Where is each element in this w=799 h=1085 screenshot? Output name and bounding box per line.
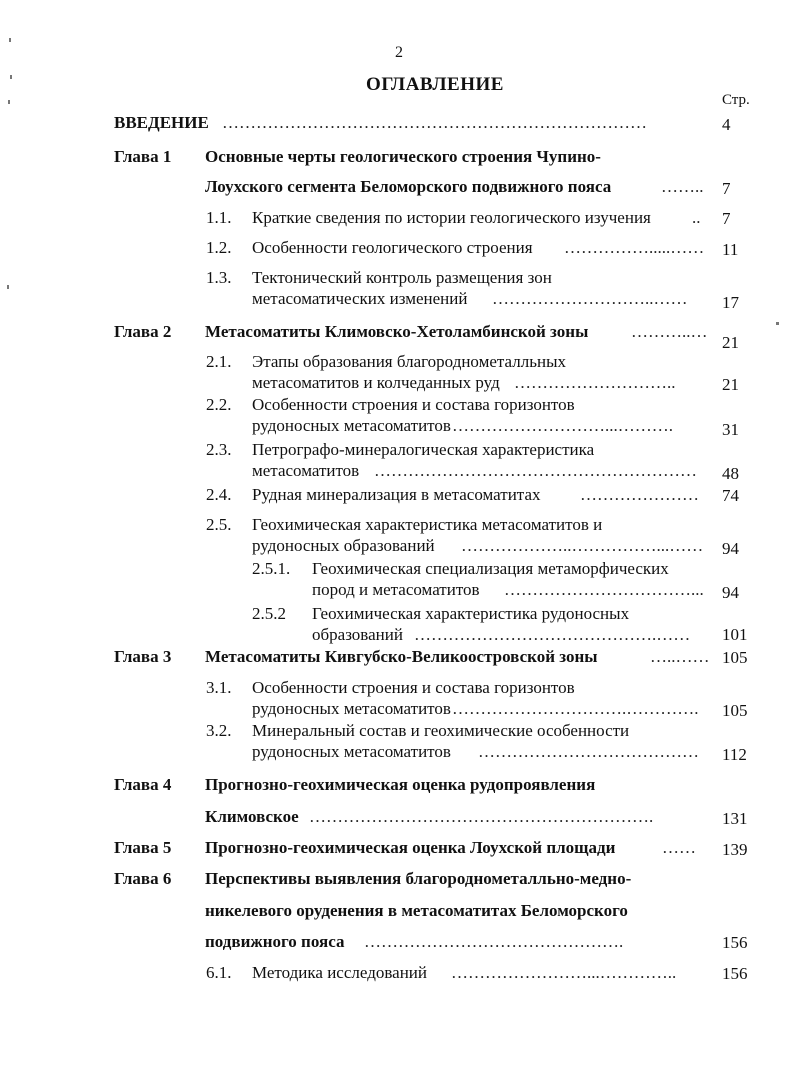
section-number: 3.2. bbox=[206, 721, 232, 740]
entry-title-line-2: Лоухского сегмента Беломорского подвижного пояса bbox=[205, 177, 612, 196]
leader-dots: ………………………………………………… bbox=[374, 461, 697, 480]
entry-title-line-2: Климовское bbox=[205, 807, 299, 826]
section-number: 2.1. bbox=[206, 352, 232, 371]
scan-speck bbox=[8, 100, 10, 104]
entry-title-line-2: рудоносных образований bbox=[252, 536, 435, 555]
section-number: 2.3. bbox=[206, 440, 232, 459]
entry-page: 48 bbox=[722, 464, 739, 483]
entry-title-line-1: Петрографо-минералогическая характеристика bbox=[252, 440, 595, 459]
leader-dots: …… bbox=[662, 838, 696, 857]
entry-page: 21 bbox=[722, 333, 739, 352]
entry-title: Прогнозно-геохимическая оценка Лоухской площади bbox=[205, 838, 616, 857]
chapter-label: Глава 1 bbox=[114, 147, 172, 166]
entry-title-line-2: метасоматических изменений bbox=[252, 289, 468, 308]
leader-dots: ………………………..…… bbox=[492, 289, 688, 308]
page-number: 2 bbox=[395, 44, 403, 61]
chapter-label: Глава 3 bbox=[114, 647, 172, 666]
section-number: 1.3. bbox=[206, 268, 232, 287]
entry-title-line-1: Тектонический контроль размещения зон bbox=[252, 268, 552, 287]
leader-dots: ………………… bbox=[580, 485, 699, 504]
entry-title-line-1: Перспективы выявления благороднометалльно-медно- bbox=[205, 869, 632, 888]
leader-dots: ………………………………………. bbox=[364, 932, 624, 951]
leader-dots: ……………………………... bbox=[504, 580, 704, 599]
entry-page: 21 bbox=[722, 375, 739, 394]
section-number: 1.1. bbox=[206, 208, 232, 227]
entry-title-line-1: Этапы образования благороднометалльных bbox=[252, 352, 566, 371]
entry-title-line-2: никелевого оруденения в метасоматитах Беломорского bbox=[205, 901, 628, 920]
leader-dots: ………………………….…………. bbox=[452, 699, 699, 718]
leader-dots: ………………………………………………………………… bbox=[222, 113, 647, 132]
leader-dots: ………..… bbox=[631, 322, 708, 341]
entry-title: Метасоматиты Кивгубско-Великоостровской зоны bbox=[205, 647, 598, 666]
chapter-label: Глава 5 bbox=[114, 838, 172, 857]
section-number: 2.4. bbox=[206, 485, 232, 504]
entry-title: Краткие сведения по истории геологического изучения bbox=[252, 208, 651, 227]
entry-title: ВВЕДЕНИЕ bbox=[114, 113, 209, 132]
leader-dots: ………………..……………...…… bbox=[461, 536, 704, 555]
toc-title: ОГЛАВЛЕНИЕ bbox=[366, 74, 504, 95]
scan-speck bbox=[9, 38, 11, 42]
entry-title-line-1: Геохимическая характеристика метасоматитов и bbox=[252, 515, 603, 534]
chapter-label: Глава 6 bbox=[114, 869, 172, 888]
leader-dots: …..…… bbox=[650, 647, 710, 666]
section-number: 2.2. bbox=[206, 395, 232, 414]
entry-page: 105 bbox=[722, 648, 748, 667]
entry-title-line-1: Геохимическая характеристика рудоносных bbox=[312, 604, 630, 623]
entry-title-line-1: Основные черты геологического строения Чупино- bbox=[205, 147, 601, 166]
entry-title-line-1: Особенности строения и состава горизонтов bbox=[252, 678, 575, 697]
entry-page: 31 bbox=[722, 420, 739, 439]
entry-page: 105 bbox=[722, 701, 748, 720]
entry-page: 4 bbox=[722, 115, 731, 134]
entry-title-line-2: рудоносных метасоматитов bbox=[252, 742, 451, 761]
entry-page: 101 bbox=[722, 625, 748, 644]
section-number: 2.5.2 bbox=[252, 604, 286, 623]
entry-title-line-2: рудоносных метасоматитов bbox=[252, 416, 451, 435]
entry-page: 156 bbox=[722, 964, 748, 983]
leader-dots: ……………………………………………………. bbox=[309, 807, 654, 826]
entry-page: 131 bbox=[722, 809, 748, 828]
entry-title: Метасоматиты Климовско-Хетоламбинской зоны bbox=[205, 322, 589, 341]
entry-title-line-2: рудоносных метасоматитов bbox=[252, 699, 451, 718]
entry-title: Особенности геологического строения bbox=[252, 238, 533, 257]
entry-title: Рудная минерализация в метасоматитах bbox=[252, 485, 541, 504]
leader-dots: ………………………...………. bbox=[452, 416, 673, 435]
entry-page: 74 bbox=[722, 486, 739, 505]
entry-page: 94 bbox=[722, 539, 739, 558]
entry-page: 139 bbox=[722, 840, 748, 859]
leader-dots: …………….....…… bbox=[564, 238, 705, 257]
scan-speck bbox=[10, 75, 12, 79]
entry-title-line-2: пород и метасоматитов bbox=[312, 580, 480, 599]
entry-title-line-1: Минеральный состав и геохимические особенности bbox=[252, 721, 630, 740]
leader-dots: ……………………….. bbox=[514, 373, 676, 392]
leader-dots: ………………………………… bbox=[478, 742, 699, 761]
section-number: 6.1. bbox=[206, 963, 232, 982]
section-number: 1.2. bbox=[206, 238, 232, 257]
entry-page: 7 bbox=[722, 179, 731, 198]
pages-column-label: Стр. bbox=[722, 92, 750, 108]
entry-title-line-1: Прогнозно-геохимическая оценка рудопроявления bbox=[205, 775, 596, 794]
leader-dots: …….. bbox=[661, 177, 704, 196]
scan-speck bbox=[7, 285, 9, 289]
entry-title-line-2: метасоматитов bbox=[252, 461, 360, 480]
entry-page: 94 bbox=[722, 583, 739, 602]
entry-page: 7 bbox=[722, 209, 731, 228]
entry-title: Методика исследований bbox=[252, 963, 427, 982]
entry-page: 17 bbox=[722, 293, 739, 312]
entry-title-line-3: подвижного пояса bbox=[205, 932, 345, 951]
entry-page: 11 bbox=[722, 240, 739, 259]
scan-speck bbox=[776, 322, 779, 325]
section-number: 2.5.1. bbox=[252, 559, 291, 578]
entry-title-line-2: метасоматитов и колчеданных руд bbox=[252, 373, 500, 392]
chapter-label: Глава 4 bbox=[114, 775, 172, 794]
entry-page: 112 bbox=[722, 745, 747, 764]
entry-title-line-1: Геохимическая специализация метаморфических bbox=[312, 559, 669, 578]
entry-page: 156 bbox=[722, 933, 748, 952]
entry-title-line-1: Особенности строения и состава горизонтов bbox=[252, 395, 575, 414]
leader-dots: .. bbox=[692, 208, 701, 227]
section-number: 3.1. bbox=[206, 678, 232, 697]
leader-dots: …………………………………….…… bbox=[414, 625, 691, 644]
section-number: 2.5. bbox=[206, 515, 232, 534]
chapter-label: Глава 2 bbox=[114, 322, 172, 341]
leader-dots: ……………………...………….. bbox=[451, 963, 677, 982]
entry-title-line-2: образований bbox=[312, 625, 403, 644]
